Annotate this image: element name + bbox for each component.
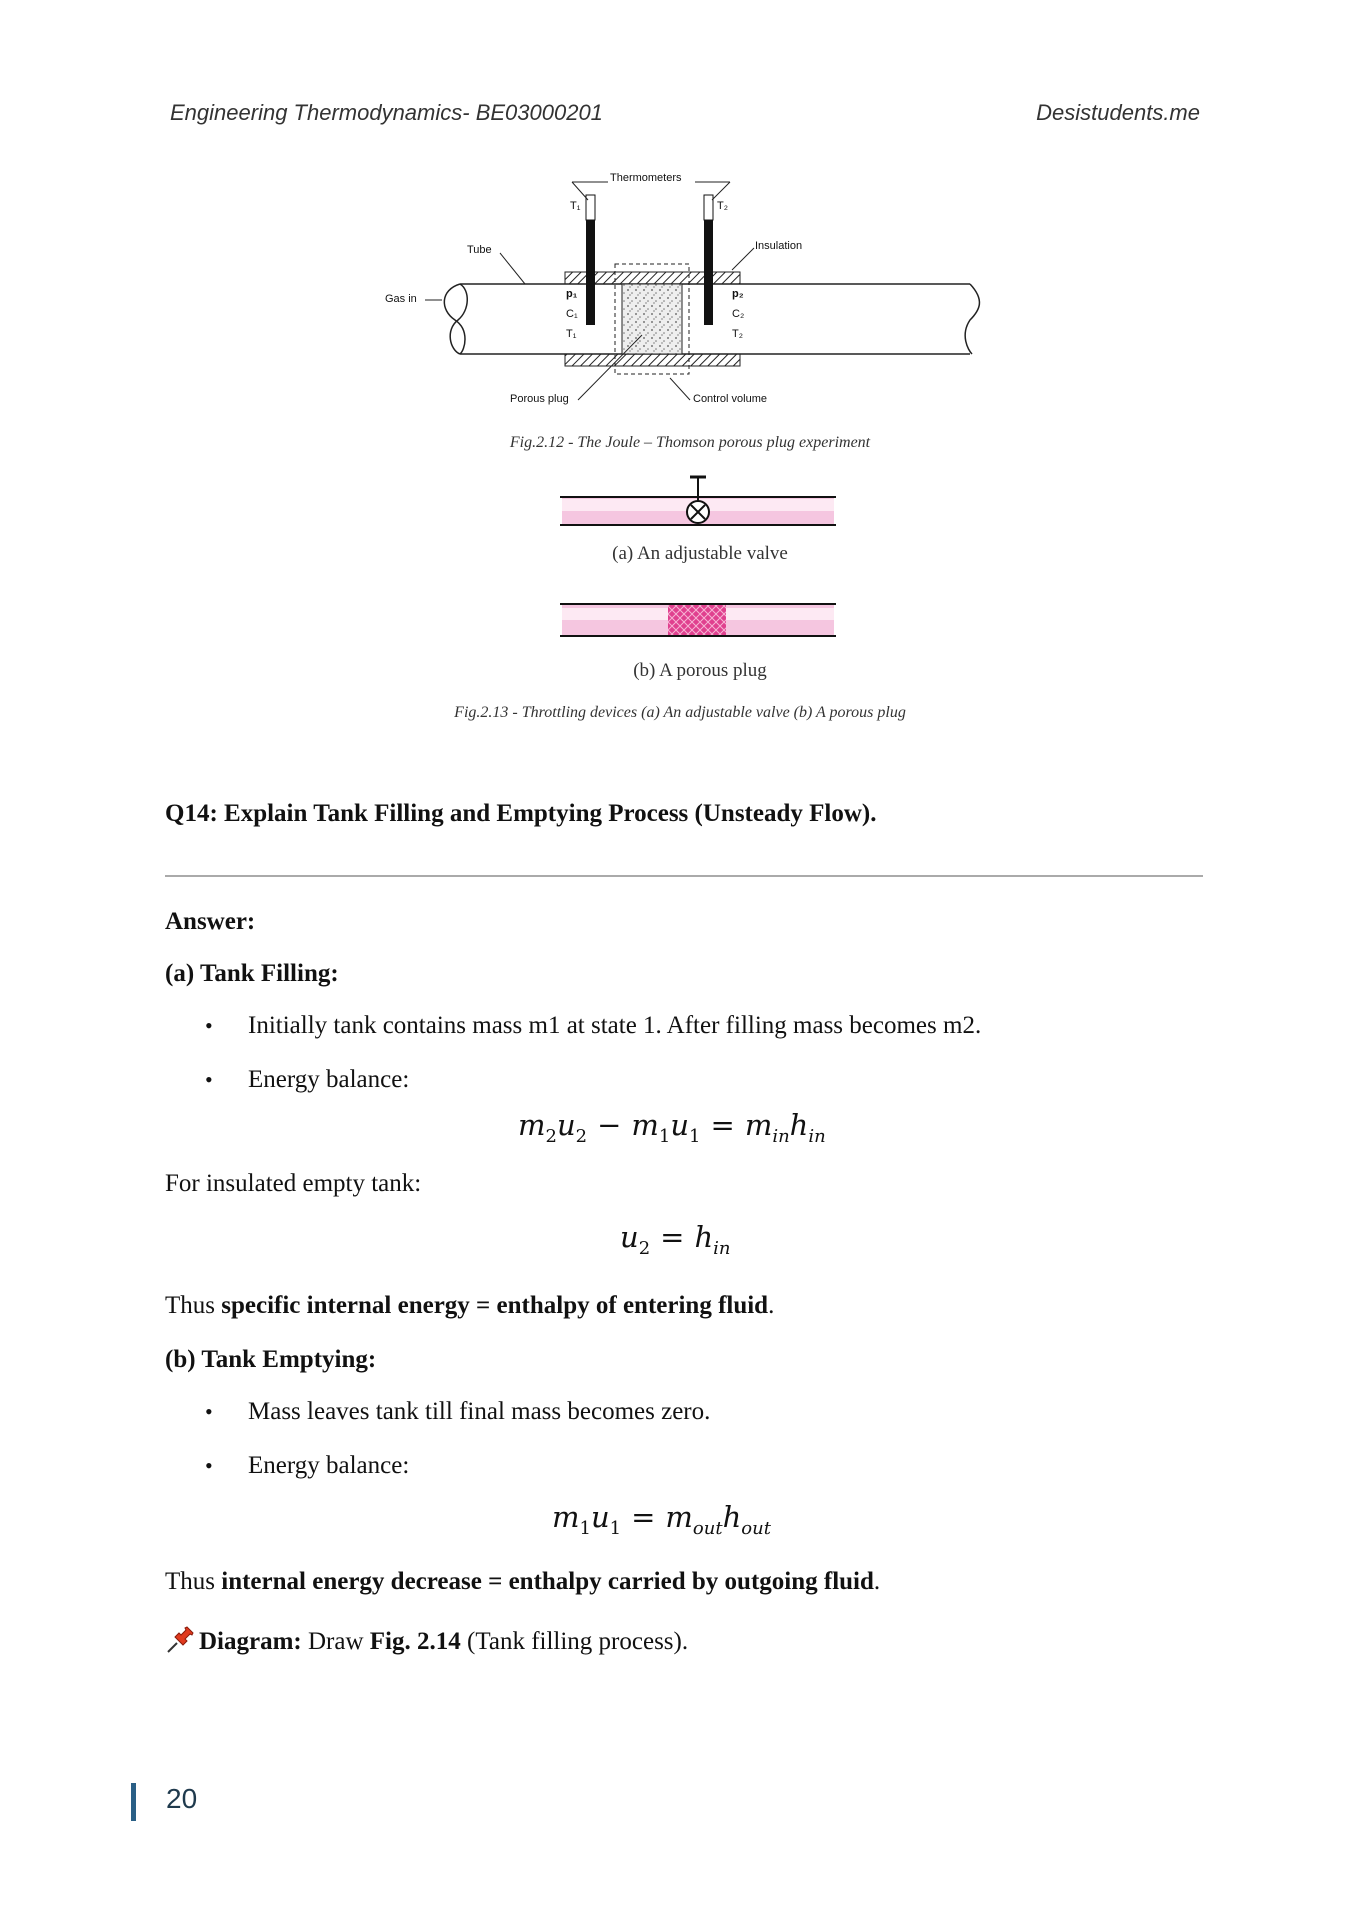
diagram-note: Diagram: Draw Fig. 2.14 (Tank filling process). (165, 1625, 688, 1662)
emptying-conclusion: Thus internal energy decrease = enthalpy carried by outgoing fluid. (165, 1568, 881, 1595)
running-header-title: Engineering Thermodynamics- BE03000201 (170, 100, 603, 125)
label-insulation: Insulation (755, 240, 803, 252)
label-thermometers: Thermometers (610, 172, 682, 184)
emptying-bullet-1: Mass leaves tank till final mass becomes zero. (248, 1398, 711, 1425)
joule-thomson-diagram (370, 160, 1010, 440)
filling-conclusion: Thus specific internal energy = enthalpy of entering fluid. (165, 1292, 775, 1319)
figure-joule-thomson (370, 160, 1010, 440)
label-p2: p₂ (732, 288, 744, 300)
label-t2: T₂ (732, 328, 743, 340)
label-control-volume: Control volume (693, 393, 767, 405)
emptying-bullet-2: Energy balance: (248, 1452, 410, 1479)
filling-insulated-equation: $u_2 = h_{in}$ (620, 1220, 731, 1259)
figure-2-13b-label: (b) A porous plug (633, 660, 767, 681)
answer-label: Answer: (165, 908, 256, 935)
label-t1-top: T₁ (570, 200, 581, 212)
bullet-icon: • (205, 1399, 213, 1424)
label-porous-plug: Porous plug (510, 393, 569, 405)
label-tube: Tube (467, 244, 492, 256)
filling-energy-equation: $m_2u_2 - m_1u_1 = m_{in}h_{in}$ (518, 1108, 826, 1147)
filling-bullet-2: Energy balance: (248, 1066, 410, 1093)
bullet-icon: • (205, 1067, 213, 1092)
question-heading: Q14: Explain Tank Filling and Emptying Process (Unsteady Flow). (165, 800, 877, 827)
filling-bullet-1: Initially tank contains mass m1 at state 1. After filling mass becomes m2. (248, 1012, 982, 1039)
label-t1: T₁ (566, 328, 577, 340)
figure-2-13a-label: (a) An adjustable valve (612, 543, 788, 564)
emptying-energy-equation: $m_1u_1 = m_{out}h_{out}$ (552, 1500, 771, 1539)
label-c1: C₁ (566, 308, 578, 320)
page-number-accent-bar (131, 1783, 136, 1821)
page-number: 20 (166, 1783, 198, 1814)
running-header-site: Desistudents.me (1036, 100, 1200, 125)
label-gas-in: Gas in (385, 293, 417, 305)
label-c2: C₂ (732, 308, 745, 320)
pushpin-icon (165, 1625, 199, 1662)
bullet-icon: • (205, 1453, 213, 1478)
filling-heading: (a) Tank Filling: (165, 960, 339, 987)
filling-note: For insulated empty tank: (165, 1170, 422, 1197)
figure-porous-plug (560, 598, 840, 642)
label-t2-top: T₂ (717, 200, 728, 212)
label-p1: p₁ (566, 288, 578, 300)
bullet-icon: • (205, 1013, 213, 1038)
horizontal-rule (165, 875, 1203, 877)
figure-adjustable-valve (560, 475, 840, 535)
emptying-heading: (b) Tank Emptying: (165, 1346, 377, 1373)
figure-2-13-caption: Fig.2.13 - Throttling devices (a) An adjustable valve (b) A porous plug (454, 704, 906, 721)
figure-2-12-caption: Fig.2.12 - The Joule – Thomson porous plug experiment (509, 434, 871, 451)
